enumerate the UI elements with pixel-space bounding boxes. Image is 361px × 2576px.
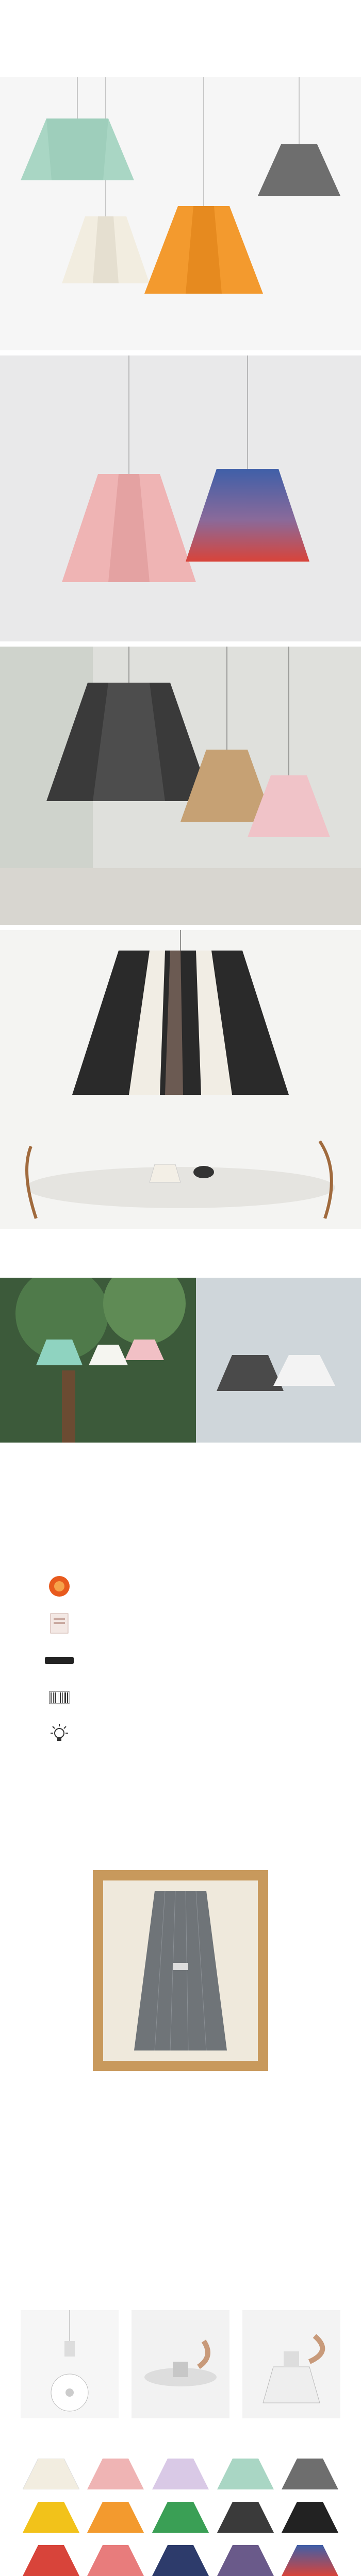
assembly-step-label: [132, 2425, 229, 2439]
feature-head: [84, 1571, 320, 1579]
section3-line: [0, 1473, 361, 1484]
colorit-icon: [41, 1645, 77, 1676]
feature-head: [84, 1719, 320, 1727]
section4-line: [0, 2190, 361, 2200]
swatch-green: [150, 2501, 211, 2533]
swatch-grey: [280, 2458, 340, 2489]
swatch-yellow: [21, 2501, 81, 2533]
intro-line: [0, 26, 361, 36]
swatch-red: [21, 2544, 81, 2576]
swatch-violet: [215, 2544, 276, 2576]
section4-line: [0, 2210, 361, 2221]
swatch-cream: [21, 2458, 81, 2489]
swatch-mint: [215, 2458, 276, 2489]
section4-line: [0, 2200, 361, 2210]
assembly-step-label: [242, 2425, 340, 2439]
storm-proof-icon: [41, 1571, 77, 1602]
section2-text: [0, 1242, 361, 1262]
feature-head: [84, 1608, 320, 1616]
assembly-title: [0, 2287, 361, 2300]
section4-line: [0, 2221, 361, 2231]
assembly-step: [132, 2310, 229, 2439]
intro-line: [0, 36, 361, 46]
section2-line: [0, 1252, 361, 1262]
section4-text: [0, 2169, 361, 2231]
lamp-photo-table: [0, 930, 361, 1229]
feature-desc: [84, 1579, 320, 1595]
feature-item: [41, 1719, 320, 1756]
premium-paper-icon: [41, 1608, 77, 1639]
feature-item: [41, 1682, 320, 1719]
swatch-black: [280, 2501, 340, 2533]
swatch-pink: [86, 2458, 146, 2489]
section3-text: [0, 1473, 361, 1494]
lamps-photo-colorful: [0, 77, 361, 350]
feature-desc: [84, 1690, 320, 1706]
feature-item: [41, 1608, 320, 1645]
assembly-step: [242, 2310, 340, 2439]
assembly-step: [21, 2310, 119, 2439]
intro-text: [0, 26, 361, 46]
section4-line: [0, 2179, 361, 2190]
check-points-list: [0, 1558, 361, 1756]
swatch-charcoal: [215, 2501, 276, 2533]
feature-item: [41, 1571, 320, 1608]
swatch-blue-fade: [280, 2544, 340, 2576]
section4-line: [0, 2169, 361, 2179]
lamps-photo-room: [0, 647, 361, 925]
swatch-pink-red: [86, 2544, 146, 2576]
swatch-lilac: [150, 2458, 211, 2489]
lamps-photo-outdoor: [0, 1278, 361, 1443]
color-swatch-grid: [21, 2458, 340, 2576]
feature-desc: [84, 1727, 320, 1743]
section2-line: [0, 1242, 361, 1252]
swatch-navy: [150, 2544, 211, 2576]
assembly-step-label: [21, 2425, 119, 2439]
feature-desc: [84, 1653, 320, 1669]
swatch-orange: [86, 2501, 146, 2533]
light-icon: [41, 1719, 77, 1750]
feature-head: [84, 1682, 320, 1690]
lamps-photo-pink-blue: [0, 355, 361, 641]
feature-item: [41, 1645, 320, 1682]
feature-head: [84, 1645, 320, 1653]
assembly-steps: [0, 2287, 361, 2439]
packaging-photo: [0, 1824, 361, 2123]
made-in-finland-icon: [41, 1682, 77, 1713]
section3-line: [0, 1484, 361, 1494]
feature-desc: [84, 1616, 320, 1632]
check-points-title: [41, 1558, 320, 1571]
